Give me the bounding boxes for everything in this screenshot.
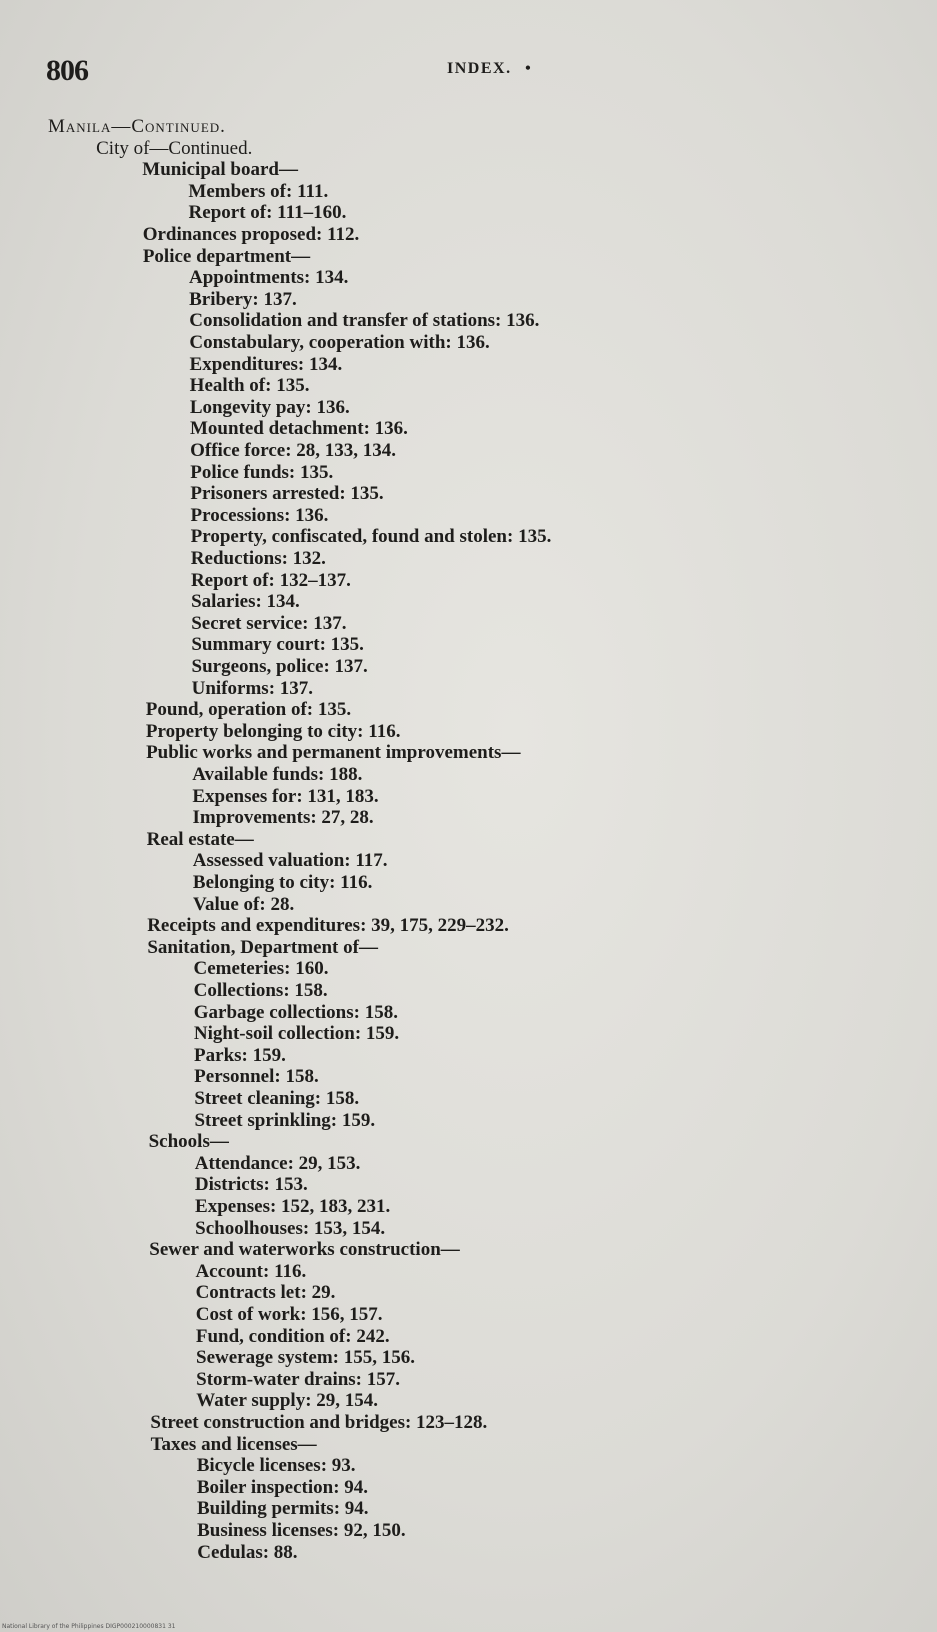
- index-entry: Office force: 28, 133, 134.: [190, 440, 397, 461]
- index-entry: Sewer and waterworks construction—: [149, 1239, 460, 1261]
- index-entry: Property, confiscated, found and stolen: 135.: [190, 526, 552, 548]
- index-entry: Appointments: 134.: [188, 267, 349, 289]
- index-entry: Districts: 153.: [194, 1174, 308, 1196]
- index-entry: Report of: 111–160.: [188, 202, 347, 224]
- index-entry: Bicycle licenses: 93.: [196, 1455, 356, 1477]
- index-entry: Available funds: 188.: [192, 764, 363, 785]
- index-entry: Taxes and licenses—: [150, 1433, 317, 1455]
- index-entry: Consolidation and transfer of stations: 136.: [189, 310, 540, 332]
- index-entry: Manila—Continued.: [48, 116, 226, 137]
- index-entry: Reductions: 132.: [190, 548, 326, 569]
- index-entry: Constabulary, cooperation with: 136.: [189, 332, 490, 353]
- index-entry: Contracts let: 29.: [195, 1282, 336, 1304]
- scan-footer: National Library of the Philippines DIGP000210000831 31: [2, 1623, 176, 1630]
- index-entry: Mounted detachment: 136.: [189, 418, 408, 440]
- index-entry: Receipts and expenditures: 39, 175, 229–232.: [147, 915, 509, 937]
- index-entry: Night-soil collection: 159.: [193, 1023, 400, 1045]
- index-entry: Report of: 132–137.: [190, 569, 351, 591]
- index-entry: Water supply: 29, 154.: [196, 1390, 379, 1412]
- index-entry: Account: 116.: [195, 1260, 307, 1282]
- index-entry: Ordinances proposed: 112.: [142, 224, 360, 245]
- index-entry: Street sprinkling: 159.: [194, 1109, 376, 1131]
- index-entry: Members of: 111.: [188, 180, 329, 202]
- index-entry: Pound, operation of: 135.: [145, 699, 352, 721]
- index-entry: Boiler inspection: 94.: [196, 1476, 369, 1498]
- index-entry: Police department—: [142, 245, 311, 267]
- index-entry: Assessed valuation: 117.: [192, 850, 388, 872]
- index-entry: Police funds: 135.: [190, 461, 334, 483]
- index-entry: Real estate—: [146, 828, 254, 850]
- index-entry: Sewerage system: 155, 156.: [196, 1347, 415, 1369]
- index-entry: Value of: 28.: [193, 893, 295, 915]
- index-entry: Storm-water drains: 157.: [196, 1368, 401, 1390]
- index-entry: Cemeteries: 160.: [193, 958, 329, 980]
- index-entry: Personnel: 158.: [194, 1066, 319, 1088]
- index-entry: Parks: 159.: [194, 1044, 286, 1066]
- index-entry: Longevity pay: 136.: [189, 396, 350, 418]
- index-entry: Street construction and bridges: 123–128.: [150, 1412, 488, 1433]
- index-entry: Property belonging to city: 116.: [145, 720, 401, 742]
- index-entry: Cost of work: 156, 157.: [195, 1304, 383, 1325]
- index-entry: Expenses for: 131, 183.: [192, 785, 379, 807]
- index-entry: Schoolhouses: 153, 154.: [195, 1217, 386, 1239]
- index-entry: Summary court: 135.: [191, 634, 364, 656]
- index-entry: Cedulas: 88.: [197, 1541, 298, 1563]
- index-entry: Secret service: 137.: [191, 612, 347, 634]
- index-entry: Street cleaning: 158.: [194, 1088, 360, 1109]
- index-entry: Municipal board—: [142, 159, 298, 181]
- page-number: 806: [46, 54, 88, 87]
- index-entry: Bribery: 137.: [189, 288, 297, 310]
- index-entry: Uniforms: 137.: [191, 677, 314, 699]
- index-entry: Surgeons, police: 137.: [191, 656, 368, 677]
- index-entry: Collections: 158.: [193, 980, 328, 1001]
- index-entry: Health of: 135.: [189, 375, 310, 397]
- index-entry: Expenditures: 134.: [189, 353, 343, 375]
- index-entry: Garbage collections: 158.: [193, 1001, 398, 1023]
- running-head-bullet: •: [525, 60, 533, 77]
- index-entry: Improvements: 27, 28.: [192, 807, 374, 829]
- index-entry: Attendance: 29, 153.: [194, 1152, 361, 1174]
- index-entry: Processions: 136.: [190, 504, 329, 526]
- index-entry: Prisoners arrested: 135.: [190, 483, 384, 505]
- index-entry: Business licenses: 92, 150.: [197, 1520, 406, 1541]
- index-entry: Belonging to city: 116.: [192, 872, 373, 893]
- index-entry: Building permits: 94.: [196, 1498, 369, 1520]
- index-entry: City of—Continued.: [96, 137, 253, 159]
- index-entry: Salaries: 134.: [191, 591, 300, 613]
- running-head-title: INDEX.: [447, 60, 512, 77]
- running-head: [447, 60, 532, 78]
- index-entry: Expenses: 152, 183, 231.: [195, 1196, 391, 1217]
- index-entry: Sanitation, Department of—: [147, 936, 378, 958]
- index-entry: Public works and permanent improvements—: [146, 742, 521, 764]
- index-entry: Schools—: [148, 1131, 229, 1153]
- index-entry: Fund, condition of: 242.: [195, 1325, 390, 1347]
